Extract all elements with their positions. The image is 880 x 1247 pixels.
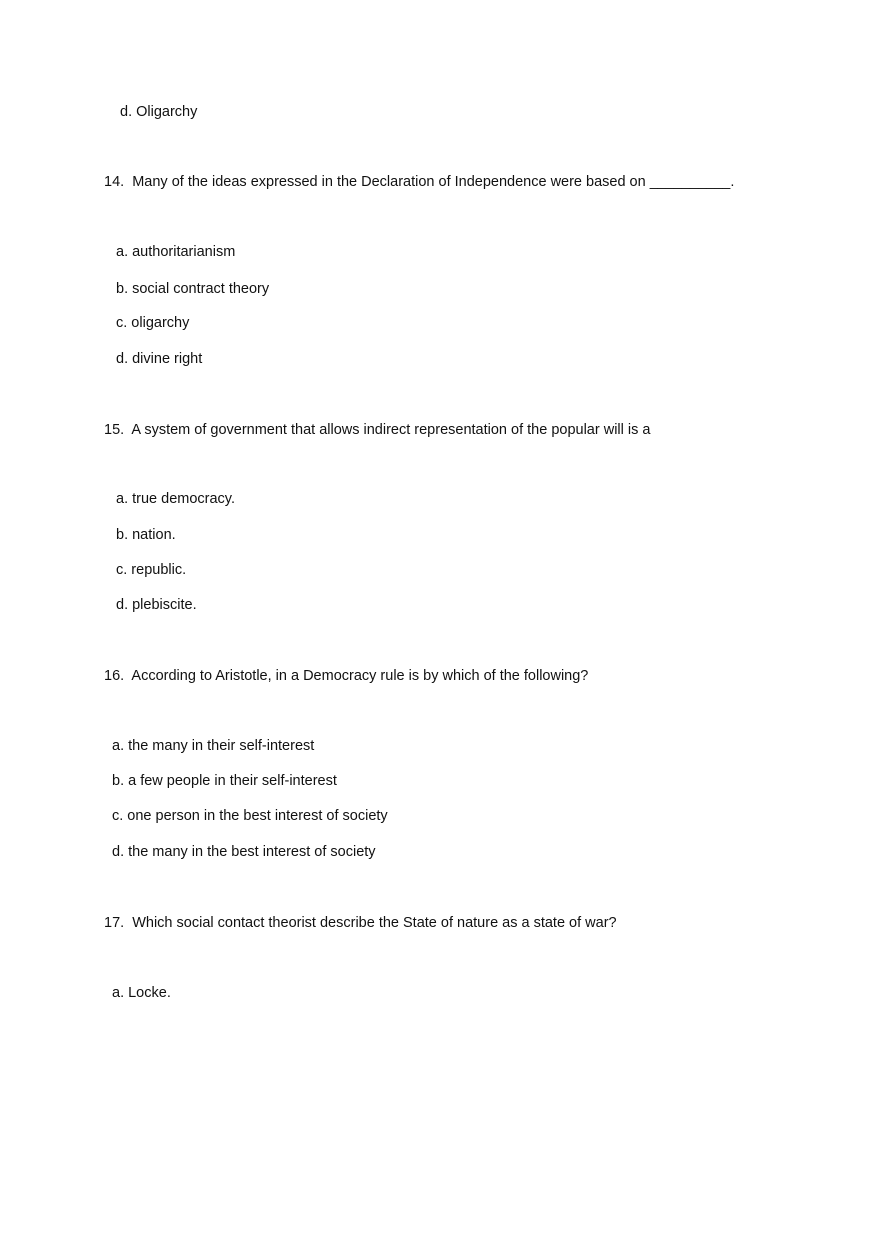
question-14: 14. Many of the ideas expressed in the Declaration of Independence were based on __________. <box>104 174 735 190</box>
option: a. true democracy. <box>116 491 236 507</box>
option: c. republic. <box>116 562 187 578</box>
option: a. Locke. <box>112 985 171 1001</box>
question-15: 15. A system of government that allows indirect representation of the popular will is a <box>104 422 651 438</box>
option: d. divine right <box>116 351 203 367</box>
option: d. the many in the best interest of society <box>112 844 376 860</box>
option: b. a few people in their self-interest <box>112 773 337 789</box>
option: a. authoritarianism <box>116 244 236 260</box>
option: b. nation. <box>116 527 176 543</box>
question-16: 16. According to Aristotle, in a Democracy rule is by which of the following? <box>104 668 589 684</box>
option: c. one person in the best interest of society <box>112 808 388 824</box>
option: a. the many in their self-interest <box>112 738 315 754</box>
question-17: 17. Which social contact theorist describe the State of nature as a state of war? <box>104 915 617 931</box>
option: b. social contract theory <box>116 281 270 297</box>
previous-question-option: d. Oligarchy <box>120 104 198 120</box>
option: d. plebiscite. <box>116 597 197 613</box>
option: c. oligarchy <box>116 315 190 331</box>
